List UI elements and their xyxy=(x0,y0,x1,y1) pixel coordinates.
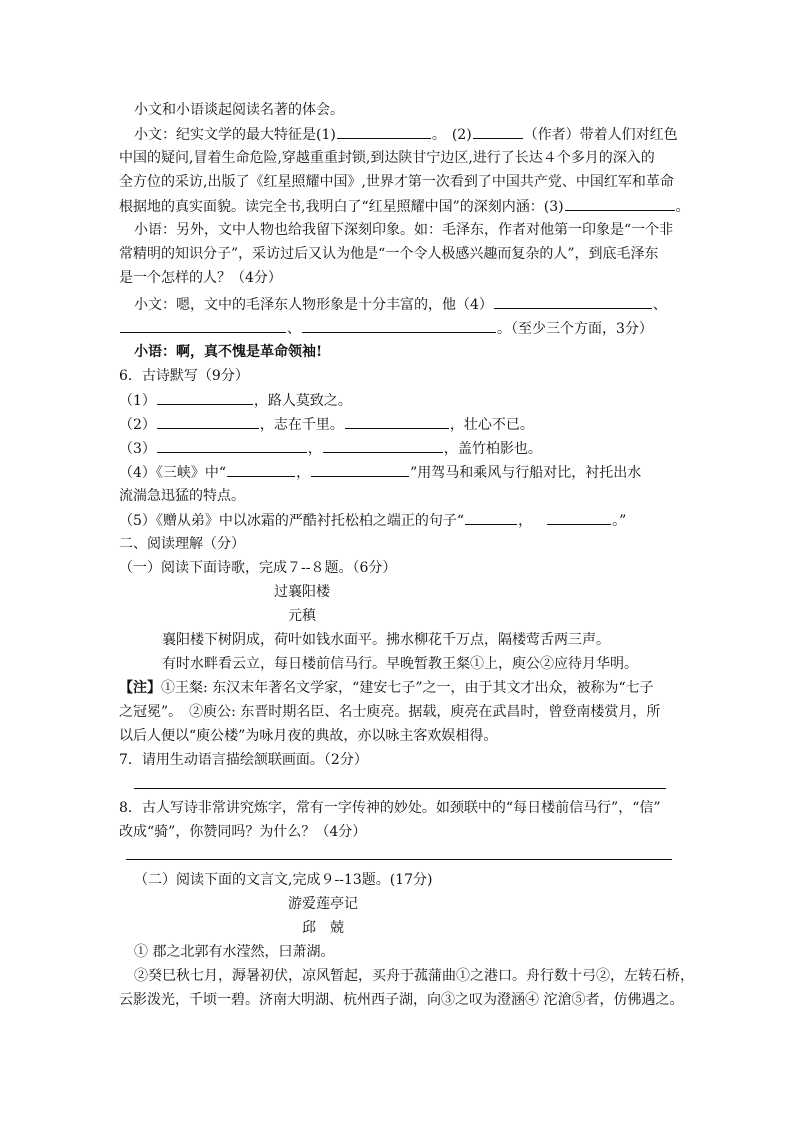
text: ，路人莫致之。 xyxy=(253,393,352,409)
text: （1） xyxy=(119,393,156,409)
text: 中国的疑问,冒着生命危险,穿越重重封锁,到达陕甘宁边区,进行了长达４个多月的深入的 xyxy=(119,150,655,166)
answer-blank-4a[interactable] xyxy=(494,292,652,309)
text: 改成“骑”，你赞同吗？为什么？（4分） xyxy=(119,824,367,840)
text: 是一个怎样的人？（4分） xyxy=(119,270,282,286)
text: ”用驾马和乘风与行船对比，衬托出水 xyxy=(410,465,642,481)
text: 全方位的采访,出版了《红星照耀中国》,世界才第一次看到了中国共产党、中国红军和革命 xyxy=(119,174,674,190)
xiaoyu-line-2 xyxy=(119,242,658,266)
text: ②癸巳秋七月，溽暑初伏，凉风暂起，买舟于菰蒲曲①之港口。舟行数十弓②，左转石桥， xyxy=(134,968,694,984)
text: （3） xyxy=(119,441,156,457)
poem-title xyxy=(274,580,330,604)
answer-blank-4b[interactable] xyxy=(120,316,286,333)
poem-blank-5a[interactable] xyxy=(465,508,517,525)
section2-title xyxy=(119,532,245,556)
poem-blank-1[interactable] xyxy=(157,388,253,405)
q6-line-5 xyxy=(119,508,626,533)
q6-line-4 xyxy=(119,460,641,485)
text: 。（至少三个方面，3分） xyxy=(497,321,653,337)
xiaowen-line-2 xyxy=(119,146,655,170)
answer-blank-1[interactable] xyxy=(337,122,431,139)
text: 小语：啊，真不愧是革命领袖! xyxy=(134,344,323,360)
q8-line-2 xyxy=(119,820,366,844)
prose-title xyxy=(288,892,358,916)
text: 以后人便以“庾公楼”为咏月夜的典故，亦以咏主客欢娱相得。 xyxy=(119,728,498,744)
xiaoyu-line-1 xyxy=(134,218,673,242)
note-line-2 xyxy=(119,700,660,724)
q8-answer-line[interactable] xyxy=(126,859,672,860)
text: 过襄阳楼 xyxy=(274,584,330,600)
text: ，盖竹柏影也。 xyxy=(443,441,542,457)
q6-line-1 xyxy=(119,388,352,413)
prose-para-1 xyxy=(134,940,334,964)
text: （4）《三峡》中“ xyxy=(119,465,227,481)
blank-number: （4） xyxy=(456,297,493,313)
text: 元稹 xyxy=(288,608,316,624)
text: （5）《赠从弟》中以冰霜的严酷衬托松柏之端正的句子“ xyxy=(119,513,465,529)
text: ，志在千里。 xyxy=(259,417,344,433)
poem-blank-2a[interactable] xyxy=(157,412,259,429)
text: 7．请用生动语言描绘颔联画面。（2分） xyxy=(119,752,368,768)
poem-blank-3b[interactable] xyxy=(323,436,443,453)
blank-number: (3) xyxy=(543,199,564,215)
blank-number: (1) xyxy=(316,127,336,143)
q6-title xyxy=(119,364,249,388)
text: （2） xyxy=(119,417,156,433)
text: 小文：纪实文学的最大特征是 xyxy=(134,127,316,143)
text: 邱 兢 xyxy=(302,920,344,936)
text: 有时水畔看云立，每日楼前信马行。早晚暂教王粲①上，庾公②应待月华明。 xyxy=(162,656,638,672)
text: 小文：嗯，文中的毛泽东人物形象是十分丰富的，他 xyxy=(134,297,456,313)
text: 小语：另外，文中人物也给我留下深刻印象。如：毛泽东，作者对他第一印象是“一个非 xyxy=(134,222,674,238)
intro-text: 小文和小语谈起阅读名著的体会。 xyxy=(134,102,344,118)
poem-author xyxy=(288,604,316,628)
text: （一）阅读下面诗歌，完成７--８题。（6分） xyxy=(119,560,397,576)
text: 游爱莲亭记 xyxy=(288,896,358,912)
text: ，壮心不已。 xyxy=(449,417,534,433)
text: （二）阅读下面的文言文,完成９--13题。(17分) xyxy=(134,872,433,888)
q6-line-3 xyxy=(119,436,542,461)
xiaowen-line-4 xyxy=(119,194,690,219)
text: ①王粲: 东汉末年著名文学家，“建安七子”之一，由于其文才出众，被称为“七子 xyxy=(161,680,654,696)
text: 云影泼光，千顷一碧。济南大明湖、杭州西子湖，向③之叹为澄涵④ 沱滄⑤者，仿佛遇之。 xyxy=(119,992,684,1008)
xiaowen-line-5 xyxy=(134,292,667,317)
text: （作者）带着人们对红色 xyxy=(523,127,678,143)
prose-para-2-line-1 xyxy=(134,964,694,988)
text: 流湍急迅猛的特点。 xyxy=(119,488,245,504)
q7-answer-line[interactable] xyxy=(134,788,666,789)
answer-blank-4c[interactable] xyxy=(302,316,496,333)
answer-blank-2[interactable] xyxy=(473,122,523,139)
text: 襄阳楼下树阴成，荷叶如钱水面平。拂水柳花千万点，隔楼莺舌两三声。 xyxy=(162,632,610,648)
xiaowen-line-3 xyxy=(119,170,674,194)
xiaowen-line-1 xyxy=(134,122,678,147)
text: 。” xyxy=(612,513,627,529)
note-line-1 xyxy=(119,676,654,700)
note-tag: 【注】 xyxy=(119,680,161,696)
poem-blank-4a[interactable] xyxy=(227,460,295,477)
poem-line-2 xyxy=(162,652,638,676)
text: 、 xyxy=(287,321,301,337)
answer-blank-3[interactable] xyxy=(565,194,675,211)
text: 之冠冕”。 ②庾公: 东晋时期名臣、名士庾亮。据载，庾亮在武昌时，曾登南楼赏月，所 xyxy=(119,704,661,720)
prose-author xyxy=(302,916,344,940)
text: 、 xyxy=(652,297,667,313)
blank-number: (2) xyxy=(451,127,472,143)
poem-blank-5b[interactable] xyxy=(547,508,611,525)
q8-line-1 xyxy=(119,796,661,820)
text: 常精明的知识分子”，采访过后又认为他是“一个令人极感兴趣而复杂的人”，到底毛泽东 xyxy=(119,246,659,262)
text: 。 xyxy=(431,127,446,143)
note-line-3 xyxy=(119,724,497,748)
xiaoyu-line-3 xyxy=(119,266,282,290)
text: 。 xyxy=(675,199,690,215)
text: ① 郡之北郭有水滢然，曰萧湖。 xyxy=(134,944,335,960)
subsection1-title xyxy=(119,556,396,580)
prose-para-2-line-2 xyxy=(119,988,683,1012)
subsection2-title xyxy=(134,868,432,892)
poem-line-1 xyxy=(162,628,610,652)
poem-blank-4b[interactable] xyxy=(311,460,409,477)
poem-blank-2b[interactable] xyxy=(345,412,449,429)
text: ， xyxy=(518,513,533,529)
text: 8．古人写诗非常讲究炼字，常有一字传神的妙处。如颈联中的“每日楼前信马行”，“信” xyxy=(119,800,661,816)
text: 二、阅读理解（分） xyxy=(119,536,245,552)
q6-line-2 xyxy=(119,412,534,437)
q7 xyxy=(119,748,368,772)
text: 根据地的真实面貌。读完全书,我明白了“红星照耀中国”的深刻内涵： xyxy=(119,199,544,215)
text: ， xyxy=(296,465,311,481)
xiaoyu-line-4 xyxy=(134,340,322,364)
intro-line xyxy=(134,98,344,122)
xiaowen-line-6 xyxy=(119,316,653,341)
q6-line-4b xyxy=(119,484,245,508)
poem-blank-3a[interactable] xyxy=(157,436,307,453)
text: 6．古诗默写（9分） xyxy=(119,368,249,384)
text: ， xyxy=(307,441,322,457)
